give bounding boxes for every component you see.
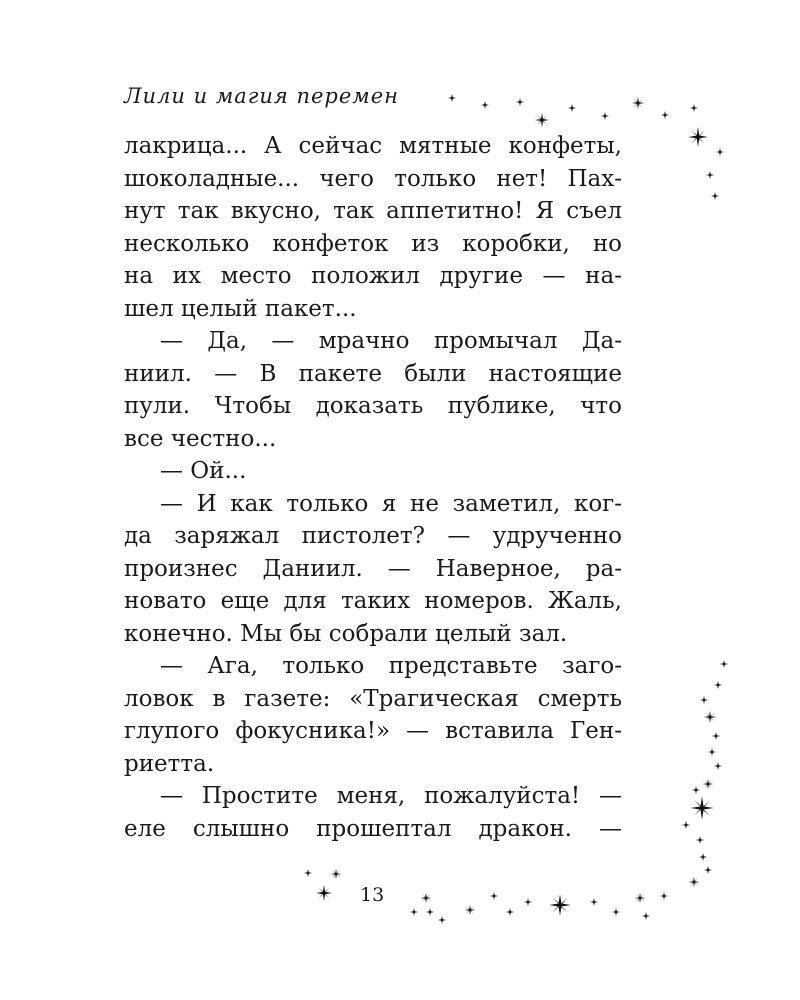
text-line: ниил. — В пакете были настоящие xyxy=(124,360,622,387)
text-line: — И как только я не заметил, ког- xyxy=(160,490,622,517)
text-line: ловок в газете: «Трагическая смерть xyxy=(124,685,622,712)
text-line: произнес Даниил. — Наверное, ра- xyxy=(124,555,622,582)
text-line: — Да, — мрачно промычал Да- xyxy=(160,328,622,354)
text-line: — Ой... xyxy=(160,458,247,484)
text-line: — Простите меня, пожалуйста! — xyxy=(160,783,622,809)
text-line: шел целый пакет... xyxy=(124,295,357,322)
text-line: несколько конфеток из коробки, но xyxy=(124,230,622,257)
text-line: новато еще для таких номеров. Жаль, xyxy=(124,588,622,614)
text-line: пули. Чтобы доказать публике, что xyxy=(124,393,622,419)
text-line: глупого фокусника!» — вставила Ген- xyxy=(124,718,622,744)
text-line: еле слышно прошептал дракон. — xyxy=(124,815,622,842)
text-line: лакрица... А сейчас мятные конфеты, xyxy=(124,133,622,159)
running-head-title: Лили и магия перемен xyxy=(124,84,399,108)
text-line: все честно... xyxy=(124,425,277,452)
page-number: 13 xyxy=(360,884,385,906)
text-line: конечно. Мы бы собрали целый зал. xyxy=(124,620,568,647)
text-line: нут так вкусно, так аппетитно! Я съел xyxy=(124,198,622,224)
body-text xyxy=(124,130,622,845)
text-line: на их место положил другие — на- xyxy=(124,263,622,289)
text-line: да заряжал пистолет? — удрученно xyxy=(124,523,622,549)
text-line: шоколадные... чего только нет! Пах- xyxy=(124,165,622,192)
text-line: — Ага, только представьте заго- xyxy=(160,653,622,679)
text-line: риетта. xyxy=(124,750,215,777)
